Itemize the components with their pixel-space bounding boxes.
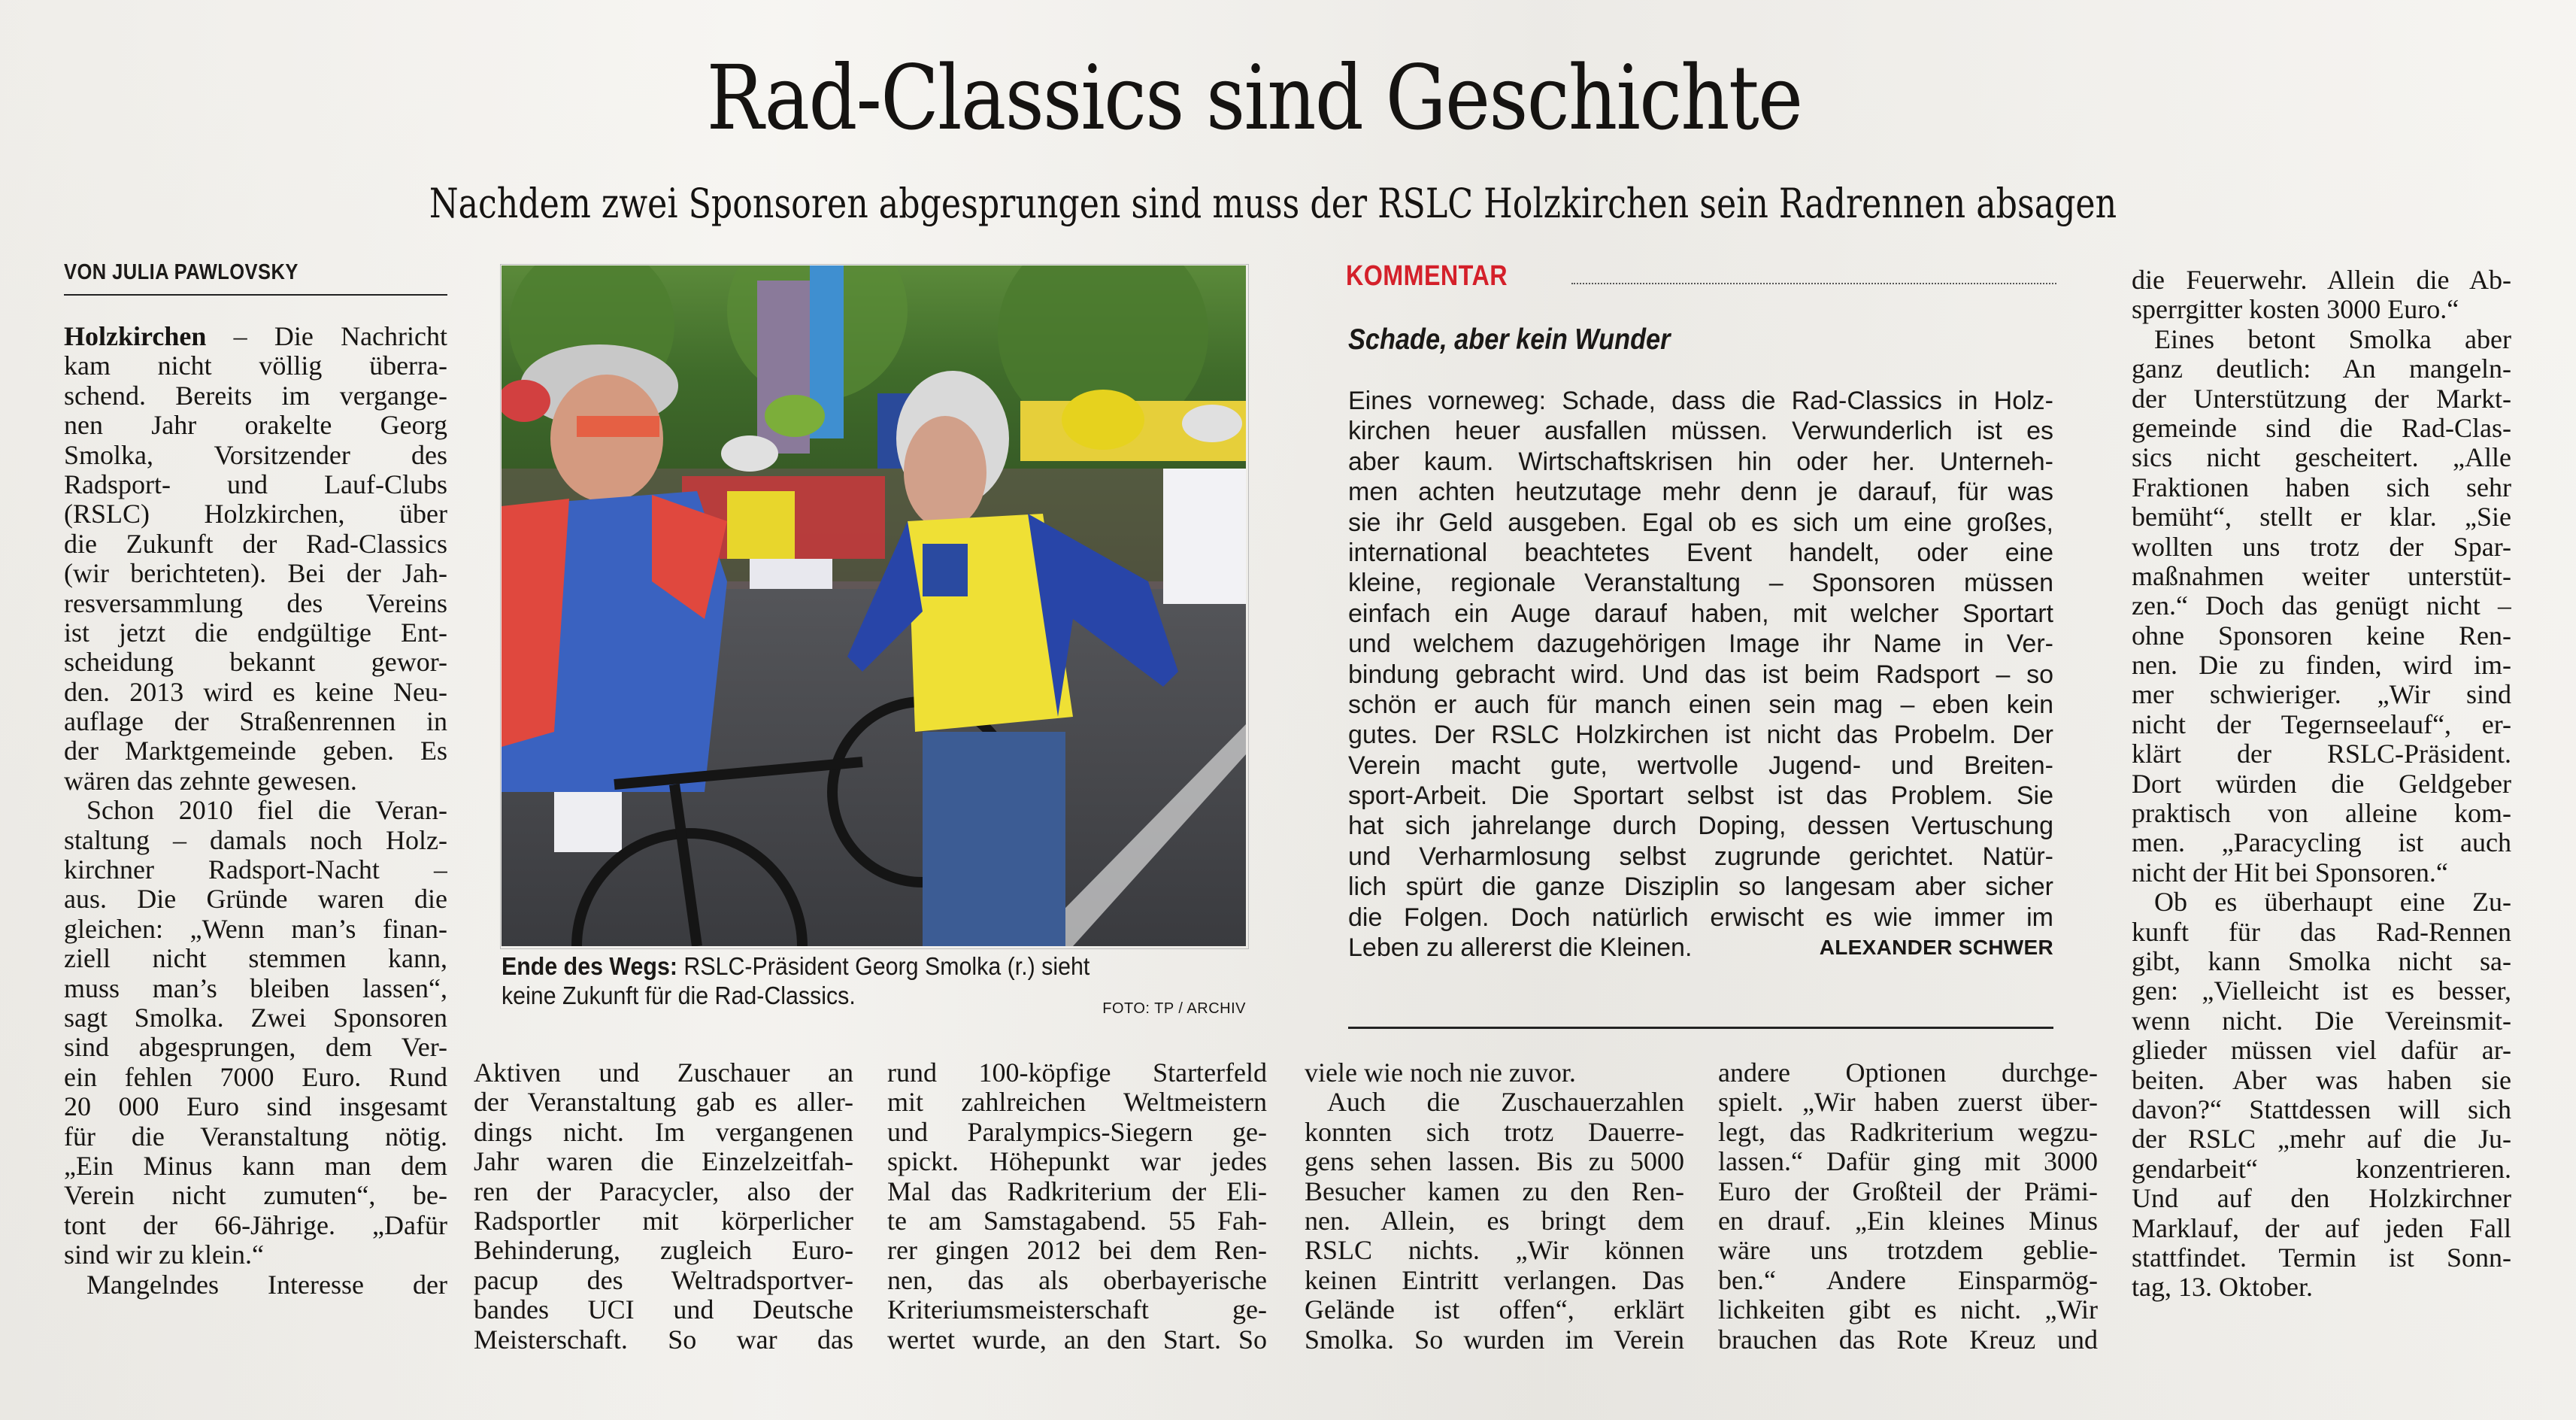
text-line: (wir berichteten). Bei der Jah- bbox=[64, 559, 447, 589]
text-line: schend. Bereits im vergange- bbox=[64, 381, 447, 411]
text-line: für die Veranstaltung nötig. bbox=[64, 1121, 447, 1151]
text-line: sind abgesprungen, dem Ver- bbox=[64, 1033, 447, 1063]
commentary-line: men achten heutzutage mehr denn je darauf, für was bbox=[1348, 478, 2053, 507]
commentary-line: Verein macht gute, wertvolle Jugend- und Breiten- bbox=[1348, 751, 2053, 780]
text-line: auflage der Straßenrennen in bbox=[64, 707, 447, 737]
commentary-line: international beachtetes Event handelt, oder eine bbox=[1348, 538, 2053, 567]
caption-lead: Ende des Wegs: bbox=[502, 952, 677, 980]
commentary-line: einfach ein Auge darauf haben, mit welcher Sportart bbox=[1348, 599, 2053, 628]
text-line: lichkeiten gibt es nicht. „Wir bbox=[1718, 1295, 2098, 1325]
text-line: bemüht“, stellt er klar. „Sie bbox=[2132, 502, 2511, 532]
text-line: 20 000 Euro sind insgesamt bbox=[64, 1092, 447, 1122]
commentary-line bbox=[1348, 933, 2053, 963]
text-line: dings nicht. Im vergangenen bbox=[474, 1117, 853, 1147]
text-line: maßnahmen weiter unterstüt- bbox=[2132, 561, 2511, 591]
text-line: scheidung bekannt gewor- bbox=[64, 648, 447, 678]
text-line: konnten sich trotz Dauerre- bbox=[1305, 1117, 1684, 1147]
text-line bbox=[64, 322, 447, 351]
text-line: muss man’s bleiben lassen“, bbox=[64, 973, 447, 1003]
caption-text-1: RSLC-Präsident Georg Smolka (r.) sieht bbox=[677, 952, 1090, 980]
text-line: aus. Die Gründe waren die bbox=[64, 884, 447, 915]
headline: Rad-Classics sind Geschichte bbox=[706, 46, 1802, 150]
text-line: staltung – damals noch Holz- bbox=[64, 825, 447, 855]
commentary-line: sport-Arbeit. Die Sportart selbst ist das Problem. Sie bbox=[1348, 781, 2053, 811]
text-line: wären das zehnte gewesen. bbox=[64, 766, 357, 796]
subheadline: Nachdem zwei Sponsoren abgesprungen sind muss der RSLC Holzkirchen sein Radrennen absagen bbox=[429, 180, 2117, 227]
photo-credit: FOTO: TP / ARCHIV bbox=[1102, 1000, 1246, 1017]
article-column-6 bbox=[2132, 265, 2511, 1303]
text-line: mer schwieriger. „Wir sind bbox=[2132, 680, 2511, 710]
text-line: ren der Paracycler, also der bbox=[474, 1176, 853, 1206]
commentary-author: ALEXANDER SCHWER bbox=[1819, 936, 2053, 960]
text-line: Radsportler mit körperlicher bbox=[474, 1206, 853, 1236]
text-line: viele wie noch nie zuvor. bbox=[1305, 1058, 1576, 1088]
text-line: Aktiven und Zuschauer an bbox=[474, 1058, 853, 1088]
text-line: andere Optionen durchge- bbox=[1718, 1058, 2098, 1088]
text-line: gens sehen lassen. Bis zu 5000 bbox=[1305, 1147, 1684, 1177]
text-line: Smolka. So wurden im Verein bbox=[1305, 1324, 1684, 1355]
text-line: Und auf den Holzkirchner bbox=[2132, 1184, 2511, 1214]
article-column-2 bbox=[474, 1058, 853, 1355]
cyclists-photo-illustration bbox=[502, 265, 1246, 946]
text-line: Meisterschaft. So war das bbox=[474, 1324, 853, 1355]
commentary-body bbox=[1348, 386, 2053, 963]
article-column-1 bbox=[64, 322, 447, 1300]
text-line: praktisch von alleine kom- bbox=[2132, 799, 2511, 829]
text-line: nicht der Tegernseelauf“, er- bbox=[2132, 709, 2511, 739]
text-line: nen. Die zu finden, wird im- bbox=[2132, 651, 2511, 681]
text-line: gleichen: „Wenn man’s finan- bbox=[64, 914, 447, 944]
text-line: gemeinde sind die Rad-Clas- bbox=[2132, 413, 2511, 443]
caption-line-1 bbox=[502, 951, 1244, 981]
text-line: stattfindet. Termin ist Sonn- bbox=[2132, 1242, 2511, 1273]
text-line: wertet wurde, an den Start. So bbox=[887, 1324, 1267, 1355]
commentary-line: Eines vorneweg: Schade, dass die Rad-Classics in Holz- bbox=[1348, 387, 2053, 415]
commentary-bottom-rule bbox=[1348, 1027, 2053, 1029]
text-line: keinen Eintritt verlangen. Das bbox=[1305, 1265, 1684, 1295]
text-line: tag, 13. Oktober. bbox=[2132, 1273, 2313, 1303]
text-line: bandes UCI und Deutsche bbox=[474, 1295, 853, 1325]
text-line: Jahr waren die Einzelzeitfah- bbox=[474, 1147, 853, 1177]
commentary-line: hat sich jahrelange durch Doping, dessen Vertuschung bbox=[1348, 812, 2053, 841]
text-line: glieder müssen viel dafür ar- bbox=[2132, 1036, 2511, 1066]
text-line: spielt. „Wir haben zuerst über- bbox=[1718, 1088, 2098, 1118]
text-line: Ob es überhaupt eine Zu- bbox=[2154, 888, 2511, 918]
text-line: pacup des Weltradsportver- bbox=[474, 1265, 853, 1295]
text-line: gendarbeit“ konzentrieren. bbox=[2132, 1154, 2511, 1184]
text-line: Mangelndes Interesse der bbox=[86, 1270, 447, 1300]
text-line: spickt. Höhepunkt war jedes bbox=[887, 1147, 1267, 1177]
text-line: Radsport- und Lauf-Clubs bbox=[64, 469, 447, 499]
text-line: rund 100-köpfige Starterfeld bbox=[887, 1058, 1267, 1088]
byline: VON JULIA PAWLOVSKY bbox=[64, 260, 299, 284]
text-line: Fraktionen haben sich sehr bbox=[2132, 472, 2511, 502]
text-line: kam nicht völlig überra- bbox=[64, 351, 447, 381]
article-column-4 bbox=[1305, 1058, 1684, 1355]
text-line: der Unterstützung der Markt- bbox=[2132, 384, 2511, 414]
text-line: en drauf. „Ein kleines Minus bbox=[1718, 1206, 2098, 1236]
text-line: sind wir zu klein.“ bbox=[64, 1240, 264, 1270]
text-line: wollten uns trotz der Spar- bbox=[2132, 532, 2511, 562]
commentary-line: und Verharmlosung selbst zugrunde gerichtet. Natür- bbox=[1348, 842, 2053, 871]
text-line: die Feuerwehr. Allein die Ab- bbox=[2132, 265, 2511, 295]
text-line: davon?“ Stattdessen will sich bbox=[2132, 1094, 2511, 1124]
dateline: Holzkirchen bbox=[64, 322, 207, 351]
text-line: die Zukunft der Rad-Classics bbox=[64, 529, 447, 559]
byline-rule bbox=[64, 294, 447, 296]
text-line: ziell nicht stemmen kann, bbox=[64, 944, 447, 974]
caption-line-2: keine Zukunft für die Rad-Classics. bbox=[502, 982, 856, 1009]
text-line: Besucher kamen zu den Ren- bbox=[1305, 1176, 1684, 1206]
text-line: Marklauf, der auf jeden Fall bbox=[2132, 1213, 2511, 1243]
text-line: Auch die Zuschauerzahlen bbox=[1327, 1088, 1684, 1118]
text-line: Dort würden die Geldgeber bbox=[2132, 769, 2511, 799]
text-line: Verein nicht zumuten“, be- bbox=[64, 1181, 447, 1211]
lead-text: – Die Nachricht bbox=[206, 322, 447, 351]
text-line: (RSLC) Holzkirchen, über bbox=[64, 499, 447, 529]
text-line: sperrgitter kosten 3000 Euro.“ bbox=[2132, 295, 2459, 325]
text-line: der Marktgemeinde geben. Es bbox=[64, 736, 447, 766]
text-line: gen: „Vielleicht ist es besser, bbox=[2132, 976, 2511, 1006]
commentary-line: kirchen heuer ausfallen müssen. Verwunderlich ist es bbox=[1348, 417, 2053, 446]
text-line: wenn nicht. Die Vereinsmit- bbox=[2132, 1006, 2511, 1036]
commentary-last-text: Leben zu allererst die Kleinen. bbox=[1348, 933, 1693, 963]
text-line: rer gingen 2012 bei dem Ren- bbox=[887, 1236, 1267, 1266]
text-line: klärt der RSLC-Präsident. bbox=[2132, 739, 2511, 769]
text-line: beiten. Aber was haben sie bbox=[2132, 1065, 2511, 1095]
commentary-label: KOMMENTAR bbox=[1346, 260, 1508, 292]
text-line: gibt, kann Smolka nicht sa- bbox=[2132, 946, 2511, 976]
article-column-3 bbox=[887, 1058, 1267, 1355]
text-line: nen, das als oberbayerische bbox=[887, 1265, 1267, 1295]
text-line: men. „Paracycling ist auch bbox=[2132, 828, 2511, 858]
text-line: Behinderung, zugleich Euro- bbox=[474, 1236, 853, 1266]
text-line: Euro der Großteil der Prämi- bbox=[1718, 1176, 2098, 1206]
text-line: nen. Allein, es bringt dem bbox=[1305, 1206, 1684, 1236]
text-line: Eines betont Smolka aber bbox=[2154, 324, 2511, 354]
commentary-line: lich spürt die ganze Disziplin so langesam aber sicher bbox=[1348, 872, 2053, 902]
text-line: legt, das Radkriterium wegzu- bbox=[1718, 1117, 2098, 1147]
text-line: resversammlung des Vereins bbox=[64, 588, 447, 618]
text-line: der RSLC „mehr auf die Ju- bbox=[2132, 1124, 2511, 1155]
photo-caption bbox=[502, 951, 1246, 1017]
text-line: der Veranstaltung gab es aller- bbox=[474, 1088, 853, 1118]
text-line: Mal das Radkriterium der Eli- bbox=[887, 1176, 1267, 1206]
text-line: Smolka, Vorsitzender des bbox=[64, 440, 447, 470]
text-line: te am Samstagabend. 55 Fah- bbox=[887, 1206, 1267, 1236]
text-line: kunft für das Rad-Rennen bbox=[2132, 917, 2511, 947]
text-line: Gelände ist offen“, erklärt bbox=[1305, 1295, 1684, 1325]
text-line: „Ein Minus kann man dem bbox=[64, 1151, 447, 1181]
text-line: ganz deutlich: An mangeln- bbox=[2132, 354, 2511, 384]
text-line: ohne Sponsoren keine Ren- bbox=[2132, 620, 2511, 651]
commentary-line: kleine, regionale Veranstaltung – Sponsoren müssen bbox=[1348, 569, 2053, 598]
text-line: nicht der Hit bei Sponsoren.“ bbox=[2132, 857, 2448, 888]
commentary-line: die Folgen. Doch natürlich erwischt es wie immer im bbox=[1348, 903, 2053, 932]
text-line: lassen.“ Dafür ging mit 3000 bbox=[1718, 1147, 2098, 1177]
text-line: wäre uns trotzdem geblie- bbox=[1718, 1236, 2098, 1266]
text-line: tont der 66-Jährige. „Dafür bbox=[64, 1210, 447, 1240]
text-line: brauchen das Rote Kreuz und bbox=[1718, 1324, 2098, 1355]
commentary-dotted-rule bbox=[1571, 283, 2056, 284]
commentary-line: sie ihr Geld ausgeben. Egal ob es sich um eine großes, bbox=[1348, 508, 2053, 537]
text-line: nen Jahr orakelte Georg bbox=[64, 411, 447, 441]
commentary-title: Schade, aber kein Wunder bbox=[1348, 323, 1671, 356]
article-column-5 bbox=[1718, 1058, 2098, 1355]
commentary-line: aber kaum. Wirtschaftskrisen hin oder her. Unterneh- bbox=[1348, 447, 2053, 476]
commentary-line: und welchem dazugehörigen Image ihr Name in Ver- bbox=[1348, 630, 2053, 659]
commentary-line: gutes. Der RSLC Holzkirchen ist nicht das Probelm. Der bbox=[1348, 721, 2053, 750]
text-line: ist jetzt die endgültige Ent- bbox=[64, 617, 447, 648]
text-line: ein fehlen 7000 Euro. Rund bbox=[64, 1062, 447, 1092]
text-line: den. 2013 wird es keine Neu- bbox=[64, 677, 447, 707]
commentary-line: bindung gebracht wird. Und das ist beim Radsport – so bbox=[1348, 660, 2053, 689]
text-line: ben.“ Andere Einsparmög- bbox=[1718, 1265, 2098, 1295]
text-line: sics nicht gescheitert. „Alle bbox=[2132, 443, 2511, 473]
text-line: kirchner Radsport-Nacht – bbox=[64, 855, 447, 885]
article-photo bbox=[502, 265, 1246, 946]
text-line: mit zahlreichen Weltmeistern bbox=[887, 1088, 1267, 1118]
text-line: zen.“ Doch das genügt nicht – bbox=[2132, 591, 2511, 621]
text-line: Schon 2010 fiel die Veran- bbox=[86, 796, 447, 826]
commentary-line: schön er auch für manch einen sein mag – eben kein bbox=[1348, 690, 2053, 719]
text-line: RSLC nichts. „Wir können bbox=[1305, 1236, 1684, 1266]
text-line: Kriteriumsmeisterschaft ge- bbox=[887, 1295, 1267, 1325]
text-line: und Paralympics-Siegern ge- bbox=[887, 1117, 1267, 1147]
text-line: sagt Smolka. Zwei Sponsoren bbox=[64, 1003, 447, 1033]
